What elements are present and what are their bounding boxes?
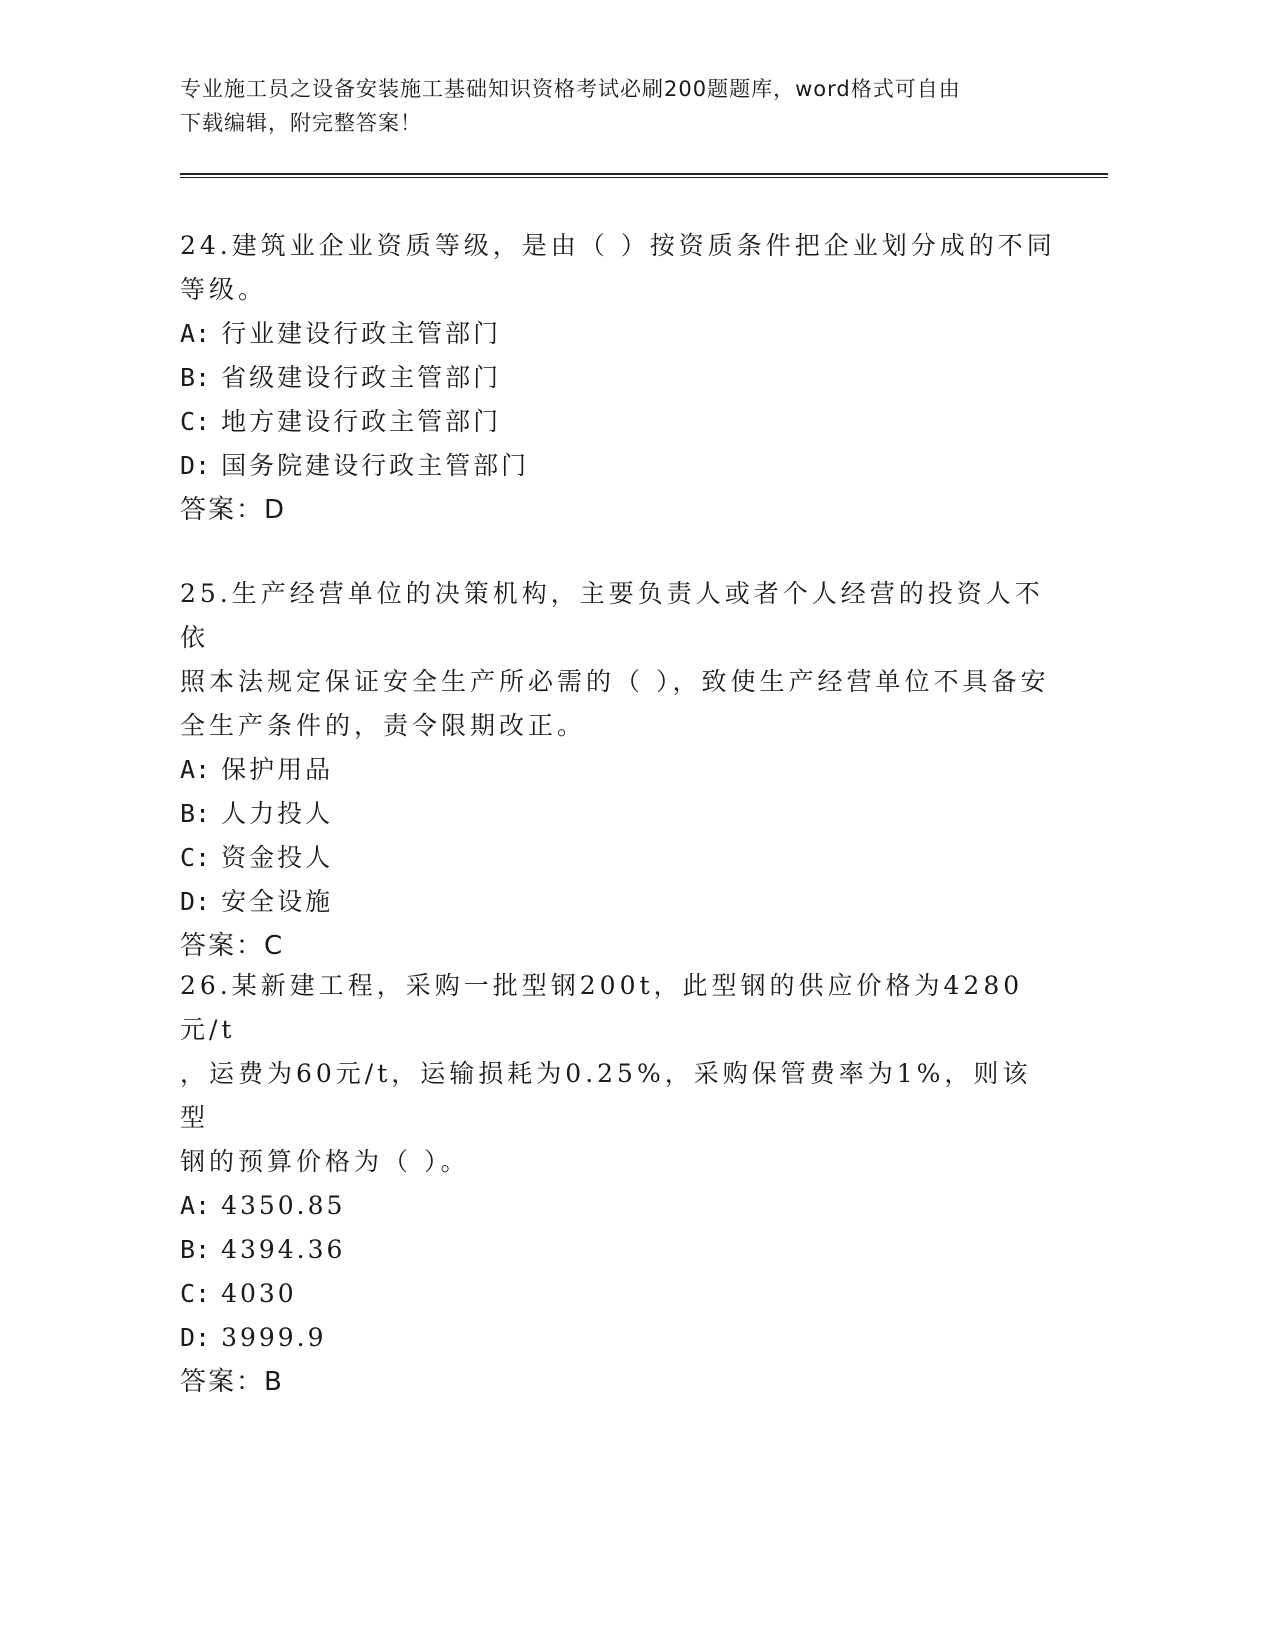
option-text: 行业建设行政主管部门 [221,319,502,348]
option-letter: C: [180,1279,211,1308]
stem-line: 24.建筑业企业资质等级，是由（ ）按资质条件把企业划分成的不同 [180,231,1056,260]
option-text: 3999.9 [221,1323,327,1352]
option-text: 4350.85 [221,1191,346,1220]
option-list [180,312,1060,488]
answer-line: 答案：D [180,495,287,525]
option-letter: B: [180,799,211,828]
option-d [180,444,1060,488]
option-text: 资金投人 [221,843,334,872]
option-a [180,748,1060,792]
option-text: 国务院建设行政主管部门 [221,451,530,480]
option-b [180,792,1060,836]
option-text: 安全设施 [221,887,334,916]
stem-line: 25.生产经营单位的决策机构，主要负责人或者个人经营的投资人不依 [180,579,1044,652]
header-line-2: 下载编辑，附完整答案！ [180,111,422,135]
header-divider [180,173,1108,178]
option-c [180,1272,1060,1316]
option-b [180,356,1060,400]
option-c [180,400,1060,444]
answer-line: 答案：B [180,1367,284,1397]
option-d [180,880,1060,924]
option-a [180,1184,1060,1228]
option-letter: D: [180,1323,211,1352]
stem-line: 等级。 [180,275,268,304]
option-c [180,836,1060,880]
stem-line: 钢的预算价格为（ ）。 [180,1147,470,1176]
question-25 [180,572,1060,968]
option-letter: A: [180,319,211,348]
option-text: 4030 [221,1279,297,1308]
stem-line: 照本法规定保证安全生产所必需的（ ），致使生产经营单位不具备安 [180,667,1050,696]
stem-line: ，运费为60元/t，运输损耗为0.25%，采购保管费率为1%，则该型 [180,1059,1032,1132]
option-list [180,1184,1060,1360]
option-text: 省级建设行政主管部门 [221,363,502,392]
question-stem [180,572,1060,748]
option-text: 人力投人 [221,799,334,828]
option-letter: C: [180,407,211,436]
option-a [180,312,1060,356]
option-text: 4394.36 [221,1235,346,1264]
stem-line: 全生产条件的，责令限期改正。 [180,711,587,740]
option-d [180,1316,1060,1360]
option-letter: B: [180,363,211,392]
option-letter: B: [180,1235,211,1264]
question-stem [180,224,1060,312]
option-letter: C: [180,843,211,872]
stem-line: 26.某新建工程，采购一批型钢200t，此型钢的供应价格为4280元/t [180,971,1024,1044]
option-letter: D: [180,887,211,916]
option-list [180,748,1060,924]
option-letter: D: [180,451,211,480]
option-text: 保护用品 [221,755,334,784]
question-stem [180,964,1060,1184]
header-line-1: 专业施工员之设备安装施工基础知识资格考试必刷200题题库，word格式可自由 [180,77,961,101]
document-header [180,72,1060,140]
answer-line: 答案：C [180,931,285,961]
option-letter: A: [180,1191,211,1220]
question-26 [180,964,1060,1404]
option-letter: A: [180,755,211,784]
question-24 [180,224,1060,532]
option-text: 地方建设行政主管部门 [221,407,502,436]
option-b [180,1228,1060,1272]
